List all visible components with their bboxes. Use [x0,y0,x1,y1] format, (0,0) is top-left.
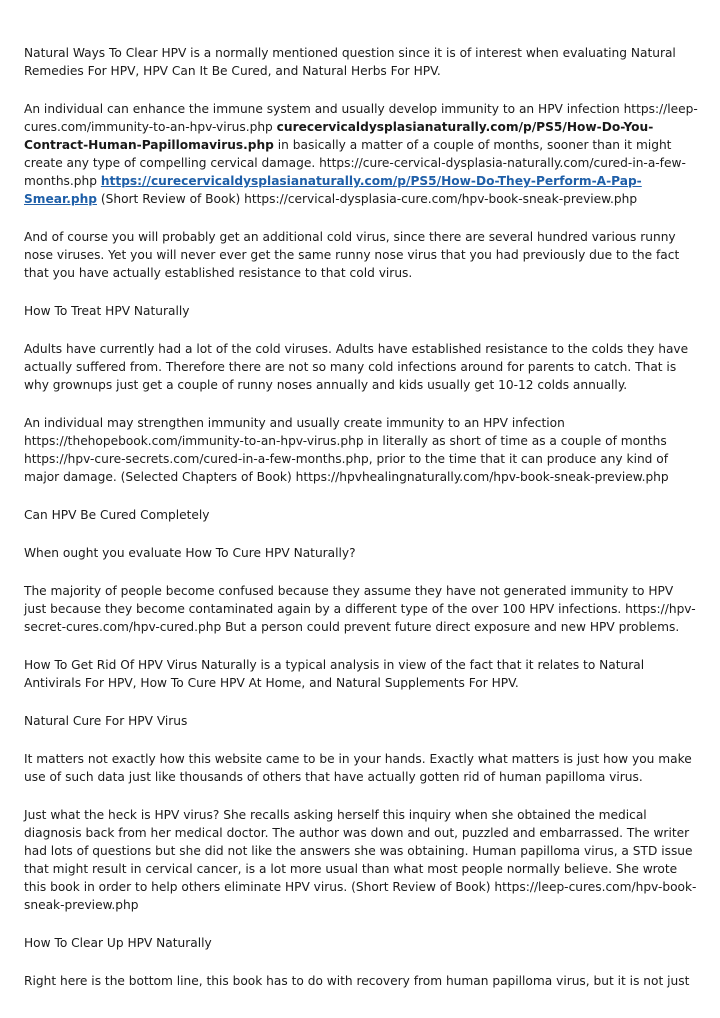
heading-treat-naturally: How To Treat HPV Naturally [24,304,190,318]
paragraph-bottom-line: Right here is the bottom line, this book has to do with recovery from human papilloma virus, but it is not just [24,974,690,988]
paragraph-immune-system [24,100,698,208]
paragraph-cold-virus: And of course you will probably get an additional cold virus, since there are several hundred various runny nose viruses. Yet you will never ever get the same runny nose virus that you had previously due to the fact that you have actually established resistance to that cold virus. [24,230,680,280]
bold-url: curecervicaldysplasianaturally.com/p/PS5/How-Do-You-Contract-Human-Papillomavirus.php [24,120,654,152]
paragraph-intro: Natural Ways To Clear HPV is a normally mentioned question since it is of interest when evaluating Natural Remedies For HPV, HPV Can It Be Cured, and Natural Herbs For HPV. [24,46,676,78]
heading-clear-up: How To Clear Up HPV Naturally [24,936,212,950]
heading-natural-cure: Natural Cure For HPV Virus [24,714,188,728]
heading-when-evaluate: When ought you evaluate How To Cure HPV Naturally? [24,546,356,560]
paragraph-get-rid: How To Get Rid Of HPV Virus Naturally is a typical analysis in view of the fact that it relates to Natural Antivirals For HPV, How To Cure HPV At Home, and Natural Supplements For HPV. [24,658,645,690]
pap-smear-link[interactable]: https://curecervicaldysplasianaturally.com/p/PS5/How-Do-They-Perform-A-Pap-Smear.php [24,174,642,206]
paragraph-text: in basically a matter of a couple of months, sooner than it might create any type of compelling cervical damage. https://cure-cervical-dysplasia-naturally.com/cured-in-a-few-months.php [24,138,686,188]
document-page [24,44,698,1010]
paragraph-what-is-hpv: Just what the heck is HPV virus? She recalls asking herself this inquiry when she obtained the medical diagnosis back from her medical doctor. The author was down and out, puzzled and embarrassed. The writer had lots of questions but she did not like the answers she was obtaining. Human papilloma virus, a STD issue that might result in cervical cancer, is a lot more usual than what most people normally believe. She wrote this book in order to help others eliminate HPV virus. (Short Review of Book) https://leep-cures.com/hpv-book-sneak-preview.php [24,808,697,912]
heading-cured-completely: Can HPV Be Cured Completely [24,508,210,522]
paragraph-text: An individual can enhance the immune system and usually develop immunity to an HPV infection https://leep-cures.com/immunity-to-an-hpv-virus.php [24,102,698,134]
paragraph-strengthen-immunity: An individual may strengthen immunity and usually create immunity to an HPV infection https://thehopebook.com/immunity-to-an-hpv-virus.php in literally as short of time as a couple of months https://hpv-cure-secrets.com/cured-in-a-few-months.php, prior to the time that it can produce any kind of major damage. (Selected Chapters of Book) https://hpvhealingnaturally.com/hpv-book-sneak-preview.php [24,416,669,484]
paragraph-confused: The majority of people become confused because they assume they have not generated immunity to HPV just because they become contaminated again by a different type of the over 100 HPV infections. https://hpv-secret-cures.com/hpv-cured.php But a person could prevent future direct exposure and new HPV problems. [24,584,696,634]
paragraph-website: It matters not exactly how this website came to be in your hands. Exactly what matters is just how you make use of such data just like thousands of others that have actually gotten rid of human papilloma virus. [24,752,692,784]
paragraph-adults-colds: Adults have currently had a lot of the cold viruses. Adults have established resistance to the colds they have actually suffered from. Therefore there are not so many cold infections around for parents to catch. That is why grownups just get a couple of runny noses annually and kids usually get 10-12 colds annually. [24,342,689,392]
paragraph-text: (Short Review of Book) https://cervical-dysplasia-cure.com/hpv-book-sneak-preview.php [97,192,638,206]
